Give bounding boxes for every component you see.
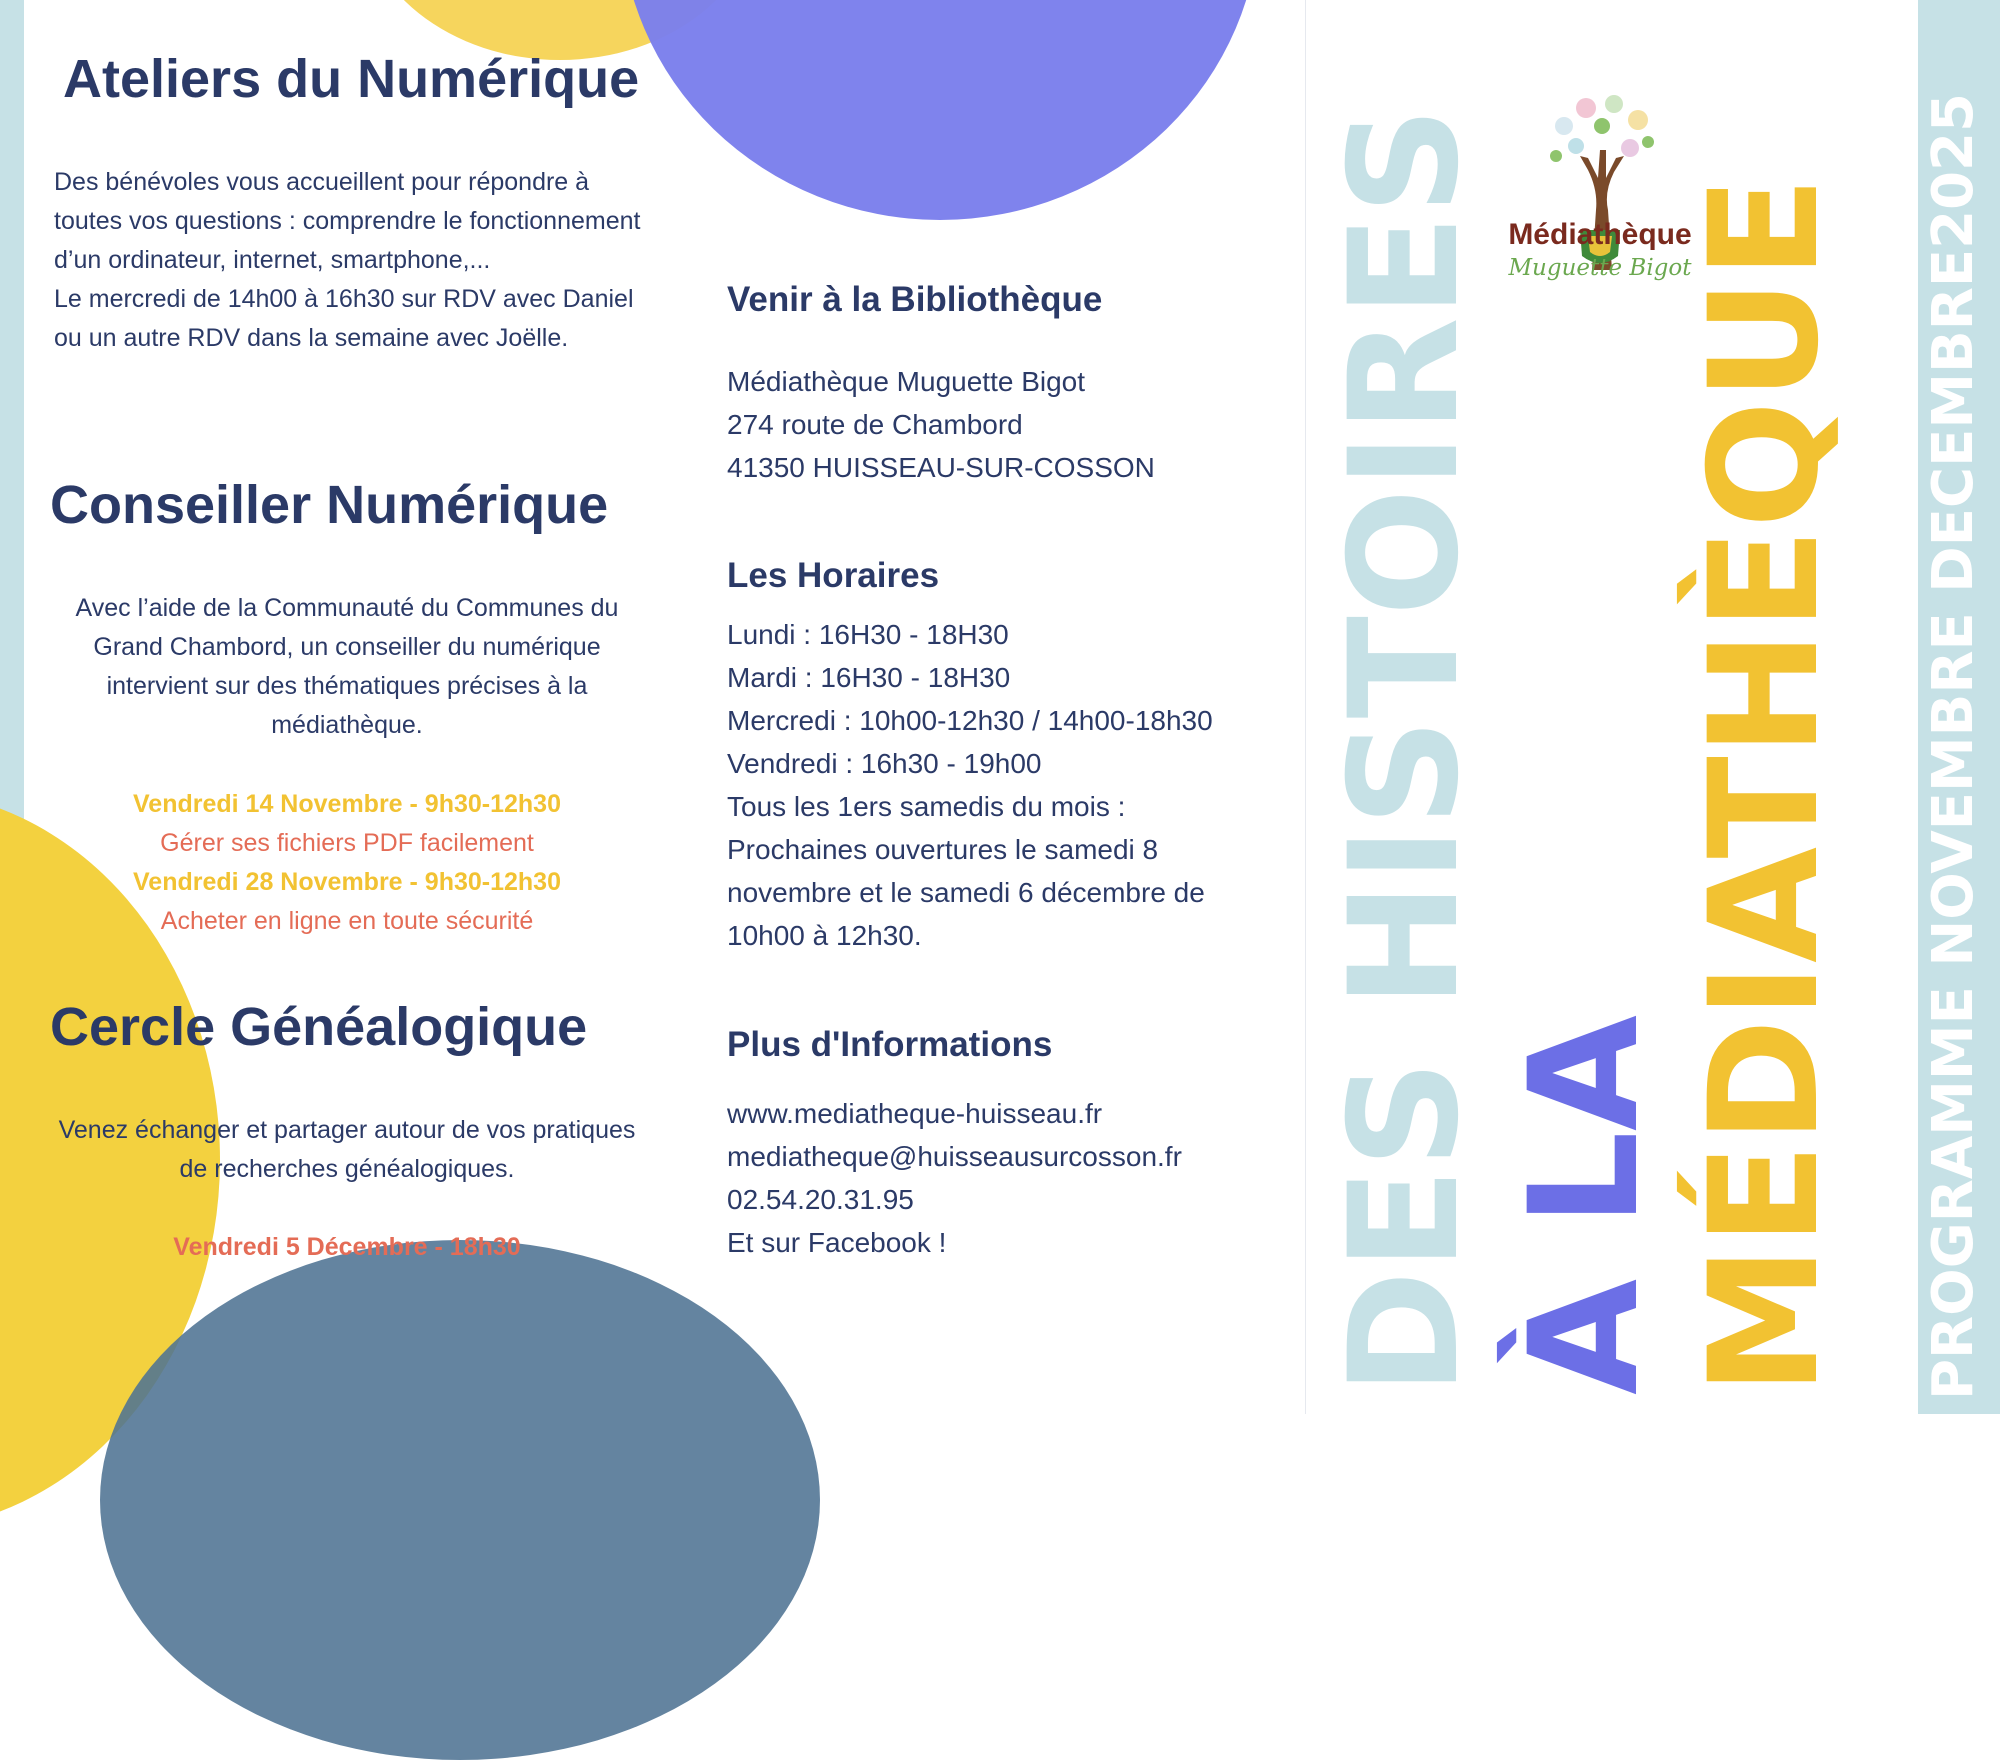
facebook-mention: Et sur Facebook ! [727,1227,947,1258]
infos-title: Plus d'Informations [727,1025,1053,1064]
ateliers-title: Ateliers du Numérique [63,49,640,109]
session-topic: Acheter en ligne en toute sécurité [160,907,534,935]
horaires-line: 10h00 à 12h30. [727,920,922,951]
website-link[interactable]: www.mediatheque-huisseau.fr [727,1098,1103,1129]
ateliers-text [54,163,664,358]
phone-number: 02.54.20.31.95 [727,1184,914,1215]
cover-title-mediatheque: MÉDIATHÈQUE [1678,176,1852,1395]
horaires-line: Tous les 1ers samedis du mois : [727,791,1126,822]
horaires-title: Les Horaires [727,556,940,595]
horaires-line: Mardi : 16H30 - 18H30 [727,662,1011,693]
cercle-date: Vendredi 5 Décembre - 18h30 [173,1233,521,1261]
ateliers-text-2: Le mercredi de 14h00 à 16h30 sur RDV avec Daniel ou un autre RDV dans la semaine avec Joëlle. [54,285,634,352]
horaires-line: Vendredi : 16h30 - 19h00 [727,748,1042,779]
cover-title-des-histoires: DES HISTOIRES [1318,106,1492,1395]
slate-circle-bottom [100,1240,820,1760]
session-date: Vendredi 14 Novembre - 9h30-12h30 [133,790,561,818]
cercle-title: Cercle Généalogique [50,997,588,1057]
logo-subtitle: Muguette Bigot [1508,255,1692,281]
conseiller-title: Conseiller Numérique [50,475,609,535]
fold-divider [1305,0,1306,1414]
horaires-list [727,613,1287,957]
logo-name: Médiathèque [1508,218,1692,251]
cover-title-a-la: À LA [1498,1015,1672,1395]
horaires-line: Mercredi : 10h00-12h30 / 14h00-18h30 [727,705,1213,736]
horaires-line: novembre et le samedi 6 décembre de [727,877,1205,908]
conseiller-intro: Avec l’aide de la Communauté du Communes du Grand Chambord, un conseiller du numérique intervient sur des thématiques précises à la médiathèque. [75,594,619,739]
address-line: 41350 HUISSEAU-SUR-COSSON [727,452,1155,483]
venir-title: Venir à la Bibliothèque [727,280,1103,319]
address-line: Médiathèque Muguette Bigot [727,366,1086,397]
cercle-text: Venez échanger et partager autour de vos pratiques de recherches généalogiques. [58,1116,636,1183]
cover-programme: PROGRAMME NOVEMBRE DECEMBRE2025 [1921,93,1986,1400]
address-line: 274 route de Chambord [727,409,1023,440]
infos-list [727,1092,1182,1264]
purple-circle-top [620,0,1260,220]
venir-address [727,360,1155,489]
email-link[interactable]: mediatheque@huisseausurcosson.fr [727,1141,1182,1172]
session-date: Vendredi 28 Novembre - 9h30-12h30 [133,868,561,896]
session-topic: Gérer ses fichiers PDF facilement [160,829,534,857]
horaires-line: Lundi : 16H30 - 18H30 [727,619,1009,650]
conseiller-sessions [54,785,640,941]
horaires-line: Prochaines ouvertures le samedi 8 [727,834,1159,865]
ateliers-text-1: Des bénévoles vous accueillent pour répondre à toutes vos questions : comprendre le fonctionnement d’un ordinateur, internet, smartphone,... [54,168,641,274]
